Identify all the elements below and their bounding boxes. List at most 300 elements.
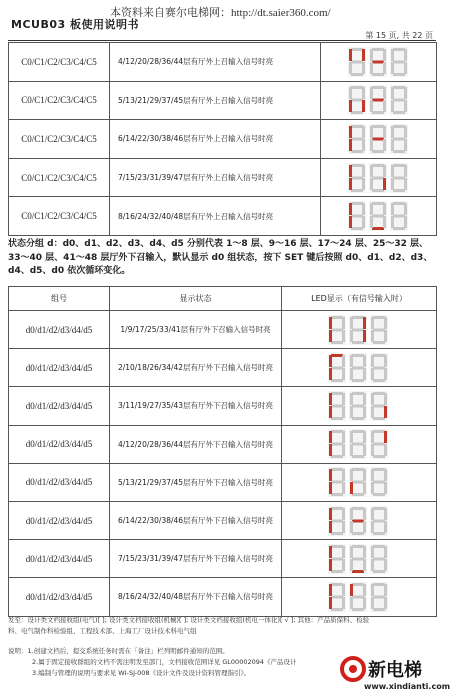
paragraph-line: 状态分组 d：d0、d1、d2、d3、d4、d5 分别代表 1～8 层、9～16 层、17～24 层、25～32 层、 [8,239,429,249]
led-segment-d [352,532,364,535]
led-segment-c [342,368,345,380]
group-cell: C0/C1/C2/C3/C4/C5 [9,81,110,120]
led-segment-e [349,178,352,190]
led-segment-g [373,443,385,446]
led-digit [328,582,346,612]
led-digit [349,506,367,536]
description-cell: 2/10/18/26/34/42层有厅外下召输入信号时亮 [110,349,282,387]
led-segment-a [351,164,363,167]
led-segment-g [372,60,384,63]
xindianti-watermark-logo [338,652,458,692]
led-segment-b [383,49,386,61]
led-segment-e [370,100,373,112]
led-segment-d [331,532,343,535]
led-segment-a [351,86,363,89]
led-segment-b [342,355,345,367]
led-segment-c [342,444,345,456]
led-segment-f [371,393,374,405]
led-segment-b [383,165,386,177]
led-segment-c [363,330,366,342]
led-segment-d [351,189,363,192]
led-segment-c [384,597,387,609]
table-row [9,501,437,539]
led-digit [349,391,367,421]
led-segment-g [352,595,364,598]
led-segment-e [391,139,394,151]
led-segment-f [371,469,374,481]
led-segment-g [372,176,384,179]
led-segment-d [373,455,385,458]
led-segment-g [373,595,385,598]
led-segment-b [383,87,386,99]
led-segment-b [363,431,366,443]
led-segment-g [352,366,364,369]
led-segment-f [371,546,374,558]
led-cell [321,43,437,82]
seven-segment-display [327,353,391,383]
led-segment-g [331,404,343,407]
led-segment-e [371,330,374,342]
led-segment-b [384,584,387,596]
led-segment-e [371,444,374,456]
led-segment-a [373,507,385,510]
logo-site: www.xindianti.com [364,682,451,691]
led-segment-c [384,330,387,342]
table-row [9,120,437,159]
table-row [9,578,437,616]
led-segment-e [329,559,332,571]
led-segment-g [351,176,363,179]
led-segment-a [393,86,405,89]
led-segment-b [384,431,387,443]
group-cell: d0/d1/d2/d3/d4/d5 [9,540,110,578]
led-segment-a [393,48,405,51]
led-segment-g [352,519,364,522]
led-segment-a [373,392,385,395]
led-segment-e [350,368,353,380]
led-segment-d [351,73,363,76]
led-segment-d [352,493,364,496]
led-segment-d [331,493,343,496]
led-segment-b [362,165,365,177]
led-segment-d [331,570,343,573]
led-segment-a [393,125,405,128]
paragraph-line: d4、d5、d0 依次循环变化。 [8,266,131,276]
led-segment-d [393,73,405,76]
led-segment-c [342,521,345,533]
led-digit [370,391,388,421]
led-segment-e [329,597,332,609]
led-segment-f [329,431,332,443]
led-segment-c [363,521,366,533]
led-segment-g [352,328,364,331]
led-segment-a [331,507,343,510]
led-digit [370,429,388,459]
led-segment-g [352,481,364,484]
seven-segment-display [327,506,391,536]
led-digit [390,124,408,154]
led-digit [348,163,366,193]
led-segment-b [384,317,387,329]
led-segment-g [351,215,363,218]
group-cell: d0/d1/d2/d3/d4/d5 [9,387,110,425]
led-segment-e [329,406,332,418]
led-segment-e [349,216,352,228]
led-segment-a [372,48,384,51]
led-segment-c [404,216,407,228]
table-row [9,158,437,197]
led-segment-a [373,583,385,586]
led-segment-a [331,545,343,548]
led-segment-e [329,330,332,342]
led-segment-a [351,48,363,51]
column-header-group: 组号 [9,287,110,311]
led-segment-a [373,545,385,548]
led-digit [369,47,387,77]
upcall-status-table [8,42,437,236]
led-segment-d [372,227,384,230]
led-digit [349,467,367,497]
led-segment-f [350,469,353,481]
led-segment-c [383,100,386,112]
led-segment-c [384,444,387,456]
led-segment-g [373,404,385,407]
led-segment-c [384,482,387,494]
description-cell: 7/15/23/31/39/47层有厅外下召输入信号时亮 [110,540,282,578]
led-segment-f [350,431,353,443]
led-segment-f [350,355,353,367]
led-segment-d [372,189,384,192]
led-segment-f [391,87,394,99]
led-segment-f [349,165,352,177]
led-segment-c [363,482,366,494]
seven-segment-display [327,315,391,345]
led-digit [328,429,346,459]
led-cell [282,349,437,387]
led-segment-g [352,557,364,560]
led-segment-d [352,341,364,344]
seven-segment-display [327,467,391,497]
led-segment-d [372,111,384,114]
downcall-status-table [8,286,437,617]
led-cell [321,158,437,197]
led-cell [282,578,437,616]
led-digit [328,353,346,383]
distribution-note [8,615,438,637]
led-digit [369,85,387,115]
led-digit [328,544,346,574]
led-segment-g [352,443,364,446]
led-digit [328,467,346,497]
led-segment-b [342,584,345,596]
led-segment-f [329,469,332,481]
led-segment-c [362,100,365,112]
seven-segment-display [347,201,411,231]
description-cell: 1/9/17/25/33/41层有厅外下召输入信号时亮 [110,311,282,349]
led-segment-d [352,455,364,458]
led-segment-f [350,317,353,329]
led-segment-b [404,203,407,215]
led-segment-b [404,165,407,177]
led-segment-c [384,521,387,533]
led-digit [369,201,387,231]
led-segment-f [370,87,373,99]
led-segment-d [372,73,384,76]
led-segment-a [352,392,364,395]
led-segment-g [373,519,385,522]
header-rule [8,40,436,41]
led-segment-g [373,481,385,484]
led-segment-d [331,608,343,611]
led-segment-e [371,597,374,609]
document-title: MCUB03 板使用说明书 [11,18,139,31]
distribution-line: 科、电气制作科检验组、工程技术部、上海工厂设计技术科电气组 [8,627,197,635]
group-cell: d0/d1/d2/d3/d4/d5 [9,311,110,349]
led-segment-b [342,431,345,443]
description-cell: 5/13/21/29/37/45层有厅外上召输入信号时亮 [110,81,321,120]
led-segment-b [383,203,386,215]
led-digit [328,506,346,536]
page-number: 第 15 页, 共 22 页 [365,31,433,40]
led-segment-b [342,469,345,481]
led-digit [349,429,367,459]
led-segment-f [329,508,332,520]
led-segment-b [384,508,387,520]
led-segment-c [383,216,386,228]
paragraph-line: 33～40 层、41～48 层厅外下召输入，默认显示 d0 组状态，按下 SET 键后按照 d0、d1、d2、d3、 [8,252,433,263]
led-segment-b [384,355,387,367]
led-segment-e [350,482,353,494]
led-segment-d [352,608,364,611]
led-segment-b [404,87,407,99]
led-segment-e [370,139,373,151]
seven-segment-display [347,124,411,154]
led-segment-e [349,62,352,74]
led-digit [348,47,366,77]
led-segment-b [383,126,386,138]
led-segment-b [363,317,366,329]
led-segment-b [384,393,387,405]
led-digit [390,85,408,115]
description-cell: 3/11/19/27/35/43层有厅外下召输入信号时亮 [110,387,282,425]
led-segment-c [404,100,407,112]
led-segment-d [331,341,343,344]
table-row [9,349,437,387]
seven-segment-display [327,429,391,459]
seven-segment-display [347,85,411,115]
description-cell: 6/14/22/30/38/46层有厅外下召输入信号时亮 [110,501,282,539]
led-segment-c [362,139,365,151]
led-segment-d [352,417,364,420]
led-segment-c [362,62,365,74]
led-segment-e [329,521,332,533]
led-segment-b [384,546,387,558]
led-segment-g [373,328,385,331]
led-segment-g [372,137,384,140]
led-digit [370,544,388,574]
led-segment-a [331,354,343,357]
led-segment-a [393,164,405,167]
seven-segment-display [327,582,391,612]
led-segment-b [362,203,365,215]
led-segment-b [404,49,407,61]
led-digit [370,353,388,383]
led-digit [390,201,408,231]
led-segment-d [351,227,363,230]
led-segment-d [331,455,343,458]
column-header-status: 显示状态 [110,287,282,311]
led-segment-d [393,111,405,114]
led-segment-f [349,126,352,138]
led-segment-e [391,100,394,112]
led-segment-g [373,366,385,369]
table-row [9,81,437,120]
led-segment-a [352,354,364,357]
description-cell: 6/14/22/30/38/46层有厅外上召输入信号时亮 [110,120,321,159]
led-digit [328,391,346,421]
led-segment-d [372,150,384,153]
group-cell: d0/d1/d2/d3/d4/d5 [9,578,110,616]
led-segment-c [342,597,345,609]
source-line: 本资料来自赛尔电梯网：http://dt.saier360.com/ [110,7,331,19]
led-segment-b [363,469,366,481]
led-segment-g [393,99,405,102]
led-segment-d [373,532,385,535]
status-group-d-paragraph [8,238,438,279]
led-segment-g [331,481,343,484]
led-segment-a [352,583,364,586]
led-segment-d [373,570,385,573]
led-segment-a [351,125,363,128]
led-segment-f [350,546,353,558]
led-segment-a [331,583,343,586]
led-segment-a [372,164,384,167]
led-segment-b [342,393,345,405]
led-segment-a [352,316,364,319]
note-line: 说明：1.创建文档后，提交系统任务时需在「备注」栏列明邮件通知的范围。 [8,647,229,655]
led-segment-g [351,137,363,140]
led-segment-f [370,165,373,177]
led-segment-d [393,189,405,192]
led-segment-f [349,49,352,61]
led-segment-c [362,216,365,228]
group-cell: C0/C1/C2/C3/C4/C5 [9,197,110,236]
led-cell [321,120,437,159]
led-segment-f [391,49,394,61]
description-cell: 4/12/20/28/36/44层有厅外上召输入信号时亮 [110,43,321,82]
led-segment-e [391,178,394,190]
led-segment-d [373,493,385,496]
led-segment-e [350,521,353,533]
led-segment-d [393,150,405,153]
led-segment-b [384,469,387,481]
led-segment-a [351,202,363,205]
led-segment-e [329,482,332,494]
led-segment-f [350,584,353,596]
led-segment-a [393,202,405,205]
led-digit [349,353,367,383]
led-segment-e [371,368,374,380]
led-segment-c [363,597,366,609]
led-segment-c [404,178,407,190]
led-segment-f [371,355,374,367]
logo-text: 新电梯 [368,660,422,681]
led-segment-f [329,317,332,329]
led-segment-g [331,328,343,331]
led-cell [282,540,437,578]
led-segment-e [391,62,394,74]
led-segment-d [373,341,385,344]
led-segment-d [331,417,343,420]
led-segment-b [363,393,366,405]
led-segment-b [363,584,366,596]
group-cell: d0/d1/d2/d3/d4/d5 [9,501,110,539]
led-digit [328,315,346,345]
led-segment-g [372,215,384,218]
led-segment-d [352,379,364,382]
led-segment-e [371,406,374,418]
led-segment-e [370,216,373,228]
led-segment-f [371,508,374,520]
led-digit [369,124,387,154]
led-segment-g [331,366,343,369]
led-digit [349,544,367,574]
led-segment-f [329,393,332,405]
led-segment-e [370,178,373,190]
led-segment-c [342,406,345,418]
table-row [9,43,437,82]
led-digit [370,582,388,612]
led-segment-g [331,557,343,560]
led-segment-e [350,406,353,418]
led-segment-c [363,444,366,456]
led-segment-c [362,178,365,190]
led-segment-f [349,203,352,215]
note-line: 3.编制与管理的说明与要求见 WI-SJ-008《设计文件及设计资料管理指引》。 [32,669,251,677]
seven-segment-display [327,391,391,421]
led-segment-b [362,126,365,138]
led-segment-c [383,62,386,74]
led-segment-b [362,87,365,99]
led-segment-f [391,126,394,138]
led-cell [321,81,437,120]
led-segment-d [351,111,363,114]
note-line: 2.属于固定接收群组的文档不需注明发至部门，文档接收范围详见 GL00002094《产品设计 [32,658,297,666]
led-segment-e [391,216,394,228]
led-segment-a [352,545,364,548]
led-segment-a [352,430,364,433]
table-row [9,311,437,349]
led-segment-g [351,60,363,63]
led-segment-a [372,125,384,128]
led-segment-d [331,379,343,382]
led-digit [370,315,388,345]
led-cell [282,425,437,463]
seven-segment-display [327,544,391,574]
description-cell: 8/16/24/32/40/48层有厅外下召输入信号时亮 [110,578,282,616]
group-cell: d0/d1/d2/d3/d4/d5 [9,425,110,463]
group-cell: C0/C1/C2/C3/C4/C5 [9,43,110,82]
led-cell [282,311,437,349]
led-segment-g [331,443,343,446]
led-segment-c [342,330,345,342]
led-segment-e [350,597,353,609]
led-segment-f [329,355,332,367]
led-digit [348,201,366,231]
led-segment-a [373,468,385,471]
led-segment-b [363,508,366,520]
led-segment-f [370,126,373,138]
